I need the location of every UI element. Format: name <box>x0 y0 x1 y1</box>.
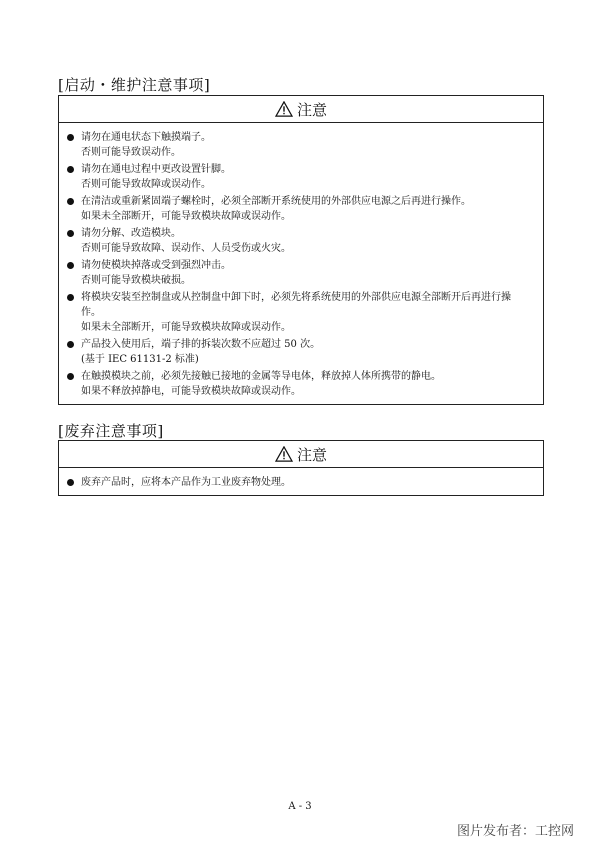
caution-text: 在清洁或重新紧固端子螺栓时，必须全部断开系统使用的外部供应电源之后再进行操作。 <box>81 196 471 207</box>
caution-item <box>67 226 533 256</box>
disposal-caution-label: 注意 <box>296 445 327 464</box>
caution-text: 废弃产品时，应将本产品作为工业废弃物处理。 <box>81 477 291 488</box>
page-number: A - 3 <box>288 801 312 812</box>
caution-text: 如果不释放掉静电，可能导致模块故障或误动作。 <box>81 386 301 397</box>
caution-item <box>67 258 533 288</box>
caution-text: 将模块安装至控制盘或从控制盘中卸下时，必须先将系统使用的外部供应电源全部断开后再进行操 <box>81 292 511 303</box>
caution-text: 如果未全部断开，可能导致模块故障或误动作。 <box>81 322 291 333</box>
caution-item <box>67 130 533 160</box>
warning-triangle-icon <box>275 446 293 462</box>
startup-caution-header <box>59 96 543 123</box>
disposal-caution-header <box>59 441 543 468</box>
bullet-icon <box>67 479 74 486</box>
caution-text: 否则可能导致故障、误动作、人员受伤或火灾。 <box>81 243 291 254</box>
bullet-icon <box>67 294 74 301</box>
publisher-watermark: 图片发布者：工控网 <box>456 824 574 839</box>
startup-caution-box <box>58 95 544 405</box>
caution-text: 请勿在通电过程中更改设置针脚。 <box>81 164 231 175</box>
caution-text: 请勿分解、改造模块。 <box>81 228 181 239</box>
bullet-icon <box>67 166 74 173</box>
caution-item <box>67 162 533 192</box>
caution-text: 否则可能导致故障或误动作。 <box>81 179 211 190</box>
bullet-icon <box>67 198 74 205</box>
caution-text: 在触摸模块之前，必须先接触已接地的金属等导电体，释放掉人体所携带的静电。 <box>81 371 441 382</box>
caution-text: 请勿使模块掉落或受到强烈冲击。 <box>81 260 231 271</box>
caution-text: 否则可能导致模块破损。 <box>81 275 191 286</box>
startup-section-title: [启动・维护注意事项] <box>58 76 211 94</box>
bullet-icon <box>67 373 74 380</box>
caution-item <box>67 290 533 335</box>
caution-text: (基于 IEC 61131-2 标准) <box>81 354 199 365</box>
startup-caution-list <box>59 123 543 404</box>
bullet-icon <box>67 230 74 237</box>
caution-text: 作。 <box>81 307 101 318</box>
bullet-icon <box>67 262 74 269</box>
caution-item <box>67 194 533 224</box>
caution-text: 否则可能导致误动作。 <box>81 147 181 158</box>
caution-item <box>67 475 533 490</box>
startup-caution-label: 注意 <box>296 100 327 119</box>
disposal-section-title: [废弃注意事项] <box>58 422 164 440</box>
disposal-caution-list <box>59 468 543 495</box>
bullet-icon <box>67 341 74 348</box>
disposal-caution-box <box>58 440 544 496</box>
caution-item <box>67 369 533 399</box>
caution-item <box>67 337 533 367</box>
caution-text: 产品投入使用后，端子排的拆装次数不应超过 50 次。 <box>81 339 321 350</box>
caution-text: 如果未全部断开，可能导致模块故障或误动作。 <box>81 211 291 222</box>
caution-text: 请勿在通电状态下触摸端子。 <box>81 132 211 143</box>
bullet-icon <box>67 134 74 141</box>
warning-triangle-icon <box>275 101 293 117</box>
